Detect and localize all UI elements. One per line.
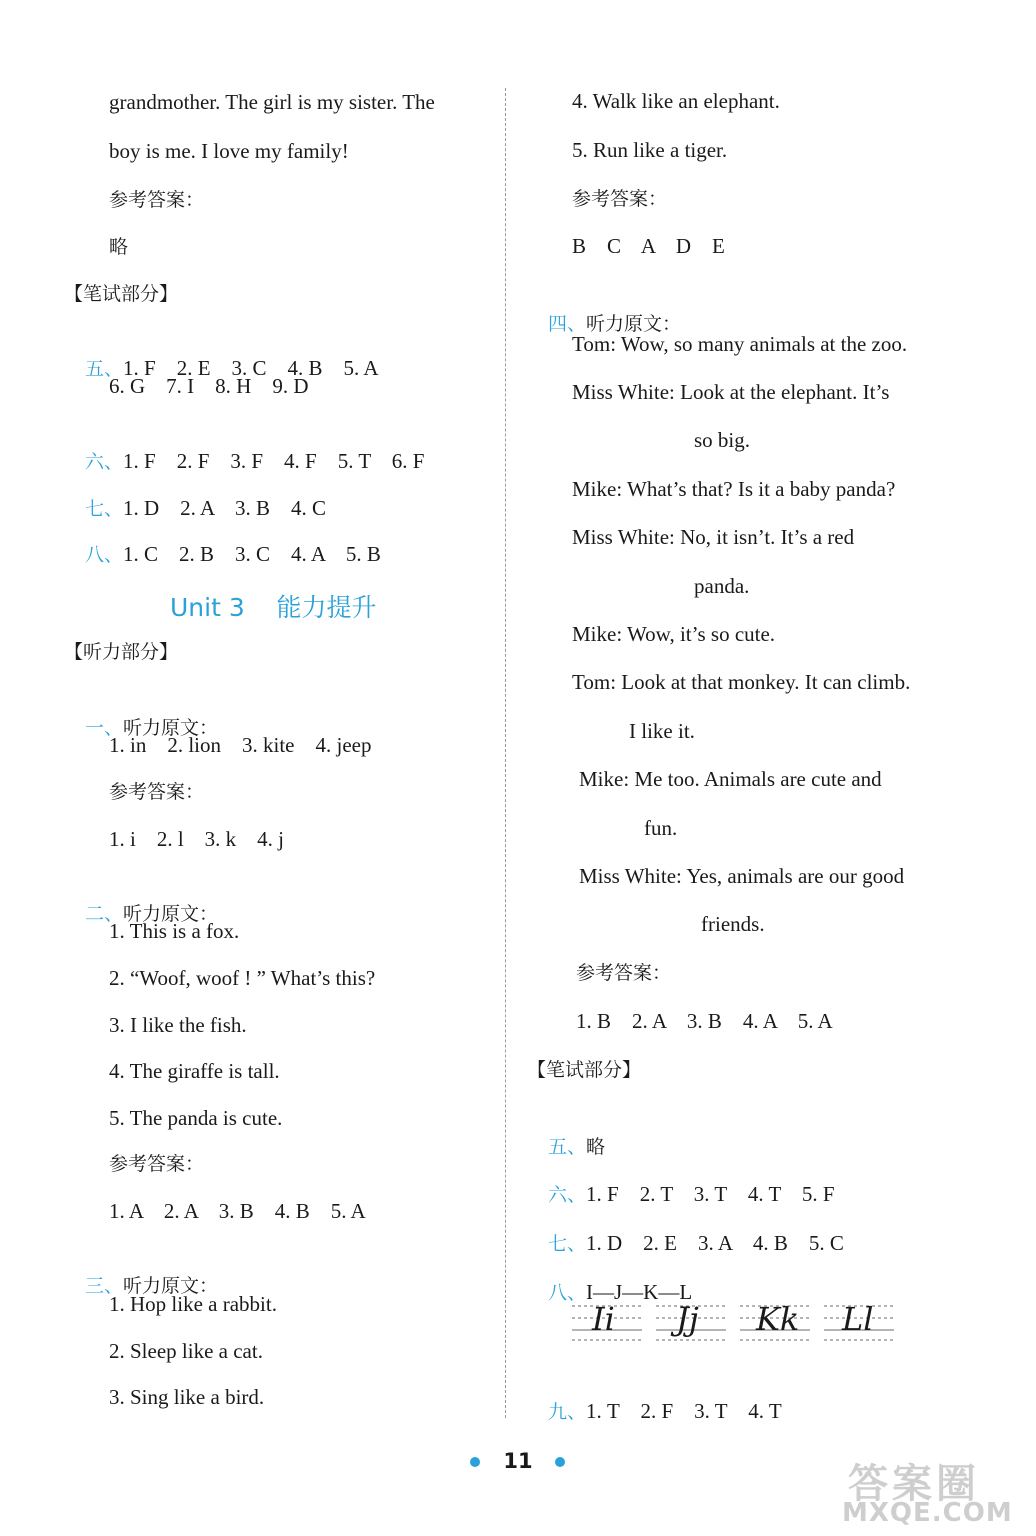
section-heading: 【笔试部分】 bbox=[64, 283, 179, 305]
dialogue-line: Mike: Wow, it’s so cute. bbox=[572, 622, 776, 646]
dialogue-line: Miss White: Yes, animals are our good bbox=[579, 864, 905, 888]
answer-key-label: 参考答案： bbox=[109, 189, 205, 211]
text-line: 5. Run like a tiger. bbox=[572, 138, 728, 162]
column-divider bbox=[505, 88, 506, 1418]
text-line: grandmother. The girl is my sister. The bbox=[109, 90, 435, 114]
question-number: 八、 bbox=[548, 1282, 587, 1304]
handwriting-practice-lines bbox=[572, 1296, 894, 1346]
text-line: 1. This is a fox. bbox=[109, 919, 240, 943]
question-number: 六、 bbox=[85, 451, 124, 473]
answer-text: 略 bbox=[586, 1136, 606, 1158]
dialogue-line: Miss White: Look at the elephant. It’s bbox=[572, 380, 890, 404]
answer-row bbox=[527, 1369, 782, 1454]
answer-key-label: 参考答案： bbox=[109, 781, 205, 803]
dialogue-line: fun. bbox=[644, 816, 678, 840]
answer-text: 1. F 2. T 3. T 4. T 5. F bbox=[586, 1182, 835, 1206]
question-label: 听力原文： bbox=[123, 903, 219, 925]
question-number: 三、 bbox=[85, 1275, 124, 1297]
text-line: 2. “Woof, woof ! ” What’s this? bbox=[109, 966, 376, 990]
handwriting-letters: Kk bbox=[756, 1300, 800, 1338]
answer-row: 6. G 7. I 8. H 9. D bbox=[109, 374, 309, 398]
answer-row: 1. i 2. l 3. k 4. j bbox=[109, 827, 285, 851]
answer-text: I—J—K—L bbox=[586, 1280, 693, 1304]
bullet-dot-icon bbox=[555, 1457, 565, 1467]
section-heading: 【笔试部分】 bbox=[527, 1059, 642, 1081]
answer-key-label: 参考答案： bbox=[576, 962, 672, 984]
question-number: 九、 bbox=[548, 1401, 587, 1423]
section-heading: 【听力部分】 bbox=[64, 641, 179, 663]
answer-text: 1. T 2. F 3. T 4. T bbox=[586, 1399, 782, 1423]
bullet-dot-icon bbox=[470, 1457, 480, 1467]
text-line: 1. in 2. lion 3. kite 4. jeep bbox=[109, 733, 372, 757]
answer-text: 1. D 2. A 3. B 4. C bbox=[123, 496, 327, 520]
answer-row: B C A D E bbox=[572, 234, 725, 258]
text-line: 2. Sleep like a cat. bbox=[109, 1339, 263, 1363]
question-number: 二、 bbox=[85, 903, 124, 925]
question-number: 五、 bbox=[85, 358, 124, 380]
question-number: 四、 bbox=[548, 313, 587, 335]
answer-text: 1. F 2. F 3. F 4. F 5. T 6. F bbox=[123, 449, 425, 473]
dialogue-line: so big. bbox=[694, 428, 751, 452]
text-line: 4. The giraffe is tall. bbox=[109, 1059, 280, 1083]
dialogue-line: I like it. bbox=[629, 719, 695, 743]
dialogue-line: panda. bbox=[694, 574, 750, 598]
text-line: 3. Sing like a bird. bbox=[109, 1385, 265, 1409]
answer-text: 1. D 2. E 3. A 4. B 5. C bbox=[586, 1231, 844, 1255]
dialogue-line: Mike: Me too. Animals are cute and bbox=[579, 767, 882, 791]
answer-text: 1. F 2. E 3. C 4. B 5. A bbox=[123, 356, 379, 380]
answer-text: 1. C 2. B 3. C 4. A 5. B bbox=[123, 542, 381, 566]
answer-row: 1. B 2. A 3. B 4. A 5. A bbox=[576, 1009, 833, 1033]
question-number: 六、 bbox=[548, 1184, 587, 1206]
question-label: 听力原文： bbox=[586, 313, 682, 335]
text-line: 5. The panda is cute. bbox=[109, 1106, 283, 1130]
text-line: 略 bbox=[109, 236, 129, 258]
text-line: boy is me. I love my family! bbox=[109, 139, 349, 163]
question-number: 七、 bbox=[548, 1233, 587, 1255]
answer-row: 1. A 2. A 3. B 4. B 5. A bbox=[109, 1199, 366, 1223]
question-number: 七、 bbox=[85, 498, 124, 520]
dialogue-line: friends. bbox=[701, 912, 765, 936]
question-number: 五、 bbox=[548, 1136, 587, 1158]
page-number: 11 bbox=[503, 1449, 533, 1473]
dialogue-line: Tom: Wow, so many animals at the zoo. bbox=[572, 332, 908, 356]
dialogue-line: Tom: Look at that monkey. It can climb. bbox=[572, 670, 911, 694]
unit-title: Unit 3 能力提升 bbox=[170, 593, 377, 622]
dialogue-line: Miss White: No, it isn’t. It’s a red bbox=[572, 525, 855, 549]
text-line: 3. I like the fish. bbox=[109, 1013, 247, 1037]
text-line: 4. Walk like an elephant. bbox=[572, 89, 780, 113]
dialogue-line: Mike: What’s that? Is it a baby panda? bbox=[572, 477, 896, 501]
watermark-logo: 答案圈 bbox=[848, 1461, 980, 1507]
text-line: 1. Hop like a rabbit. bbox=[109, 1292, 277, 1316]
answer-row bbox=[64, 512, 381, 597]
answer-key-label: 参考答案： bbox=[109, 1153, 205, 1175]
handwriting-letters: Ll bbox=[842, 1300, 874, 1338]
answer-key-label: 参考答案： bbox=[572, 188, 668, 210]
handwriting-letters: Jj bbox=[676, 1300, 699, 1338]
question-number: 八、 bbox=[85, 544, 124, 566]
question-label: 听力原文： bbox=[123, 1275, 219, 1297]
watermark bbox=[842, 1452, 1032, 1532]
question-number: 一、 bbox=[85, 717, 124, 739]
watermark-url: MXQE.COM bbox=[842, 1498, 1013, 1528]
question-label: 听力原文： bbox=[123, 717, 219, 739]
handwriting-letters: Ii bbox=[592, 1300, 615, 1338]
